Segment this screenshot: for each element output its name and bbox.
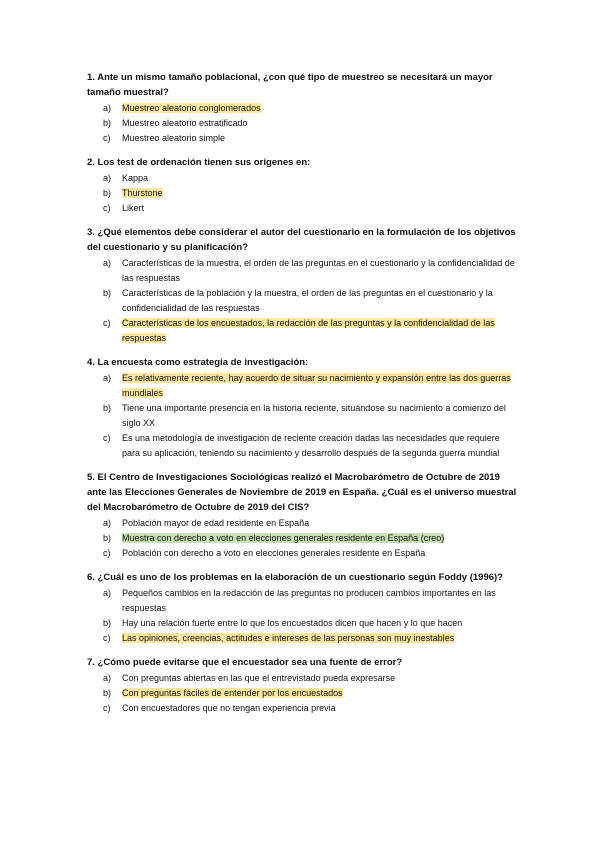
answer-option: [87, 116, 517, 131]
answer-option: [87, 531, 517, 546]
option-letter: c): [103, 203, 111, 213]
document-body: [87, 70, 517, 725]
option-text: Características de los encuestados, la redacción de las preguntas y la confidencialidad de las respuestas: [122, 318, 495, 343]
option-letter: b): [103, 118, 112, 128]
option-letter: c): [103, 133, 111, 143]
option-letter: a): [103, 588, 112, 598]
option-text: Con preguntas fáciles de entender por los encuestados: [122, 688, 343, 698]
option-text: Con preguntas abiertas en las que el entrevistado pueda expresarse: [122, 673, 396, 683]
option-text: Características de la población y la muestra, el orden de las preguntas en el cuestionario y la confidencialidad de las respuestas: [122, 288, 493, 313]
answer-option: [87, 516, 517, 531]
question-title: 2. Los test de ordenación tienen sus orígenes en:: [87, 157, 311, 168]
option-letter: b): [103, 288, 112, 298]
option-text: Con encuestadores que no tengan experiencia previa: [122, 703, 336, 713]
answer-option: [87, 186, 517, 201]
answer-option: [87, 286, 517, 316]
option-letter: c): [103, 318, 111, 328]
option-text: Kappa: [122, 173, 149, 183]
option-letter: a): [103, 673, 112, 683]
option-letter: a): [103, 173, 112, 183]
option-text: Población mayor de edad residente en España: [122, 518, 310, 528]
option-letter: c): [103, 633, 111, 643]
answer-option: [87, 701, 517, 716]
option-letter: b): [103, 533, 112, 543]
question-6: [87, 570, 517, 646]
option-letter: c): [103, 548, 111, 558]
option-letter: a): [103, 373, 112, 383]
answer-option: [87, 671, 517, 686]
option-letter: c): [103, 433, 111, 443]
answer-option: [87, 171, 517, 186]
question-4: [87, 355, 517, 461]
option-letter: b): [103, 618, 112, 628]
answer-option: [87, 686, 517, 701]
question-2: [87, 155, 517, 216]
answer-option: [87, 201, 517, 216]
option-text: Tiene una importante presencia en la historia reciente, situándose su nacimiento a comienzo del siglo XX: [122, 403, 506, 428]
answer-option: [87, 631, 517, 646]
question-title: 6. ¿Cuál es uno de los problemas en la elaboración de un cuestionario según Foddy (1996)?: [87, 572, 503, 583]
answer-option: [87, 371, 517, 401]
question-title: 5. El Centro de Investigaciones Sociológicas realizó el Macrobarómetro de Octubre de 2019 ante las Elecciones Generales de Noviembre de 2019 en España. ¿Cuál es el universo muestral del Macrobarómetro de Octubre de 2019 del CIS?: [87, 472, 517, 513]
question-title: 4. La encuesta como estrategia de investigación:: [87, 357, 309, 368]
option-letter: a): [103, 258, 112, 268]
option-text: Hay una relación fuerte entre lo que los encuestados dicen que hacen y lo que hacen: [122, 618, 463, 628]
option-text: Población con derecho a voto en elecciones generales residente en España: [122, 548, 426, 558]
option-letter: a): [103, 518, 112, 528]
option-text: Las opiniones, creencias, actitudes e intereses de las personas son muy inestables: [122, 633, 455, 643]
option-text: Muestreo aleatorio estratificado: [122, 118, 248, 128]
answer-option: [87, 431, 517, 461]
option-text: Likert: [122, 203, 145, 213]
question-title: 1. Ante un mismo tamaño poblacional, ¿con qué tipo de muestreo se necesitará un mayor tamaño muestral?: [87, 72, 493, 98]
question-title: 7. ¿Cómo puede evitarse que el encuestador sea una fuente de error?: [87, 657, 403, 668]
question-3: [87, 225, 517, 346]
answer-option: [87, 131, 517, 146]
option-text: Thurstone: [122, 188, 163, 198]
option-text: Es relativamente reciente, hay acuerdo de situar su nacimiento y expansión entre las dos guerras mundiales: [122, 373, 511, 398]
option-letter: a): [103, 103, 112, 113]
option-text: Muestra con derecho a voto en elecciones generales residente en España (creo): [122, 533, 445, 543]
answer-option: [87, 586, 517, 616]
answer-option: [87, 316, 517, 346]
option-text: Es una metodología de investigación de reciente creación dadas las necesidades que requiere para su aplicación, teniendo su nacimiento y desarrollo después de la segunda guerra mundial: [122, 433, 500, 458]
answer-option: [87, 256, 517, 286]
option-letter: b): [103, 688, 112, 698]
option-text: Muestreo aleatorio simple: [122, 133, 226, 143]
answer-option: [87, 401, 517, 431]
option-letter: b): [103, 403, 112, 413]
question-1: [87, 70, 517, 146]
answer-option: [87, 101, 517, 116]
answer-option: [87, 546, 517, 561]
answer-option: [87, 616, 517, 631]
question-7: [87, 655, 517, 716]
option-text: Pequeños cambios en la redacción de las preguntas no producen cambios importantes en las respuestas: [122, 588, 496, 613]
question-title: 3. ¿Qué elementos debe considerar el autor del cuestionario en la formulación de los objetivos del cuestionario y su planificación?: [87, 227, 516, 253]
option-text: Características de la muestra, el orden de las preguntas en el cuestionario y la confidencialidad de las respuestas: [122, 258, 515, 283]
option-letter: c): [103, 703, 111, 713]
question-5: [87, 470, 517, 561]
option-text: Muestreo aleatorio conglomerados: [122, 103, 261, 113]
option-letter: b): [103, 188, 112, 198]
